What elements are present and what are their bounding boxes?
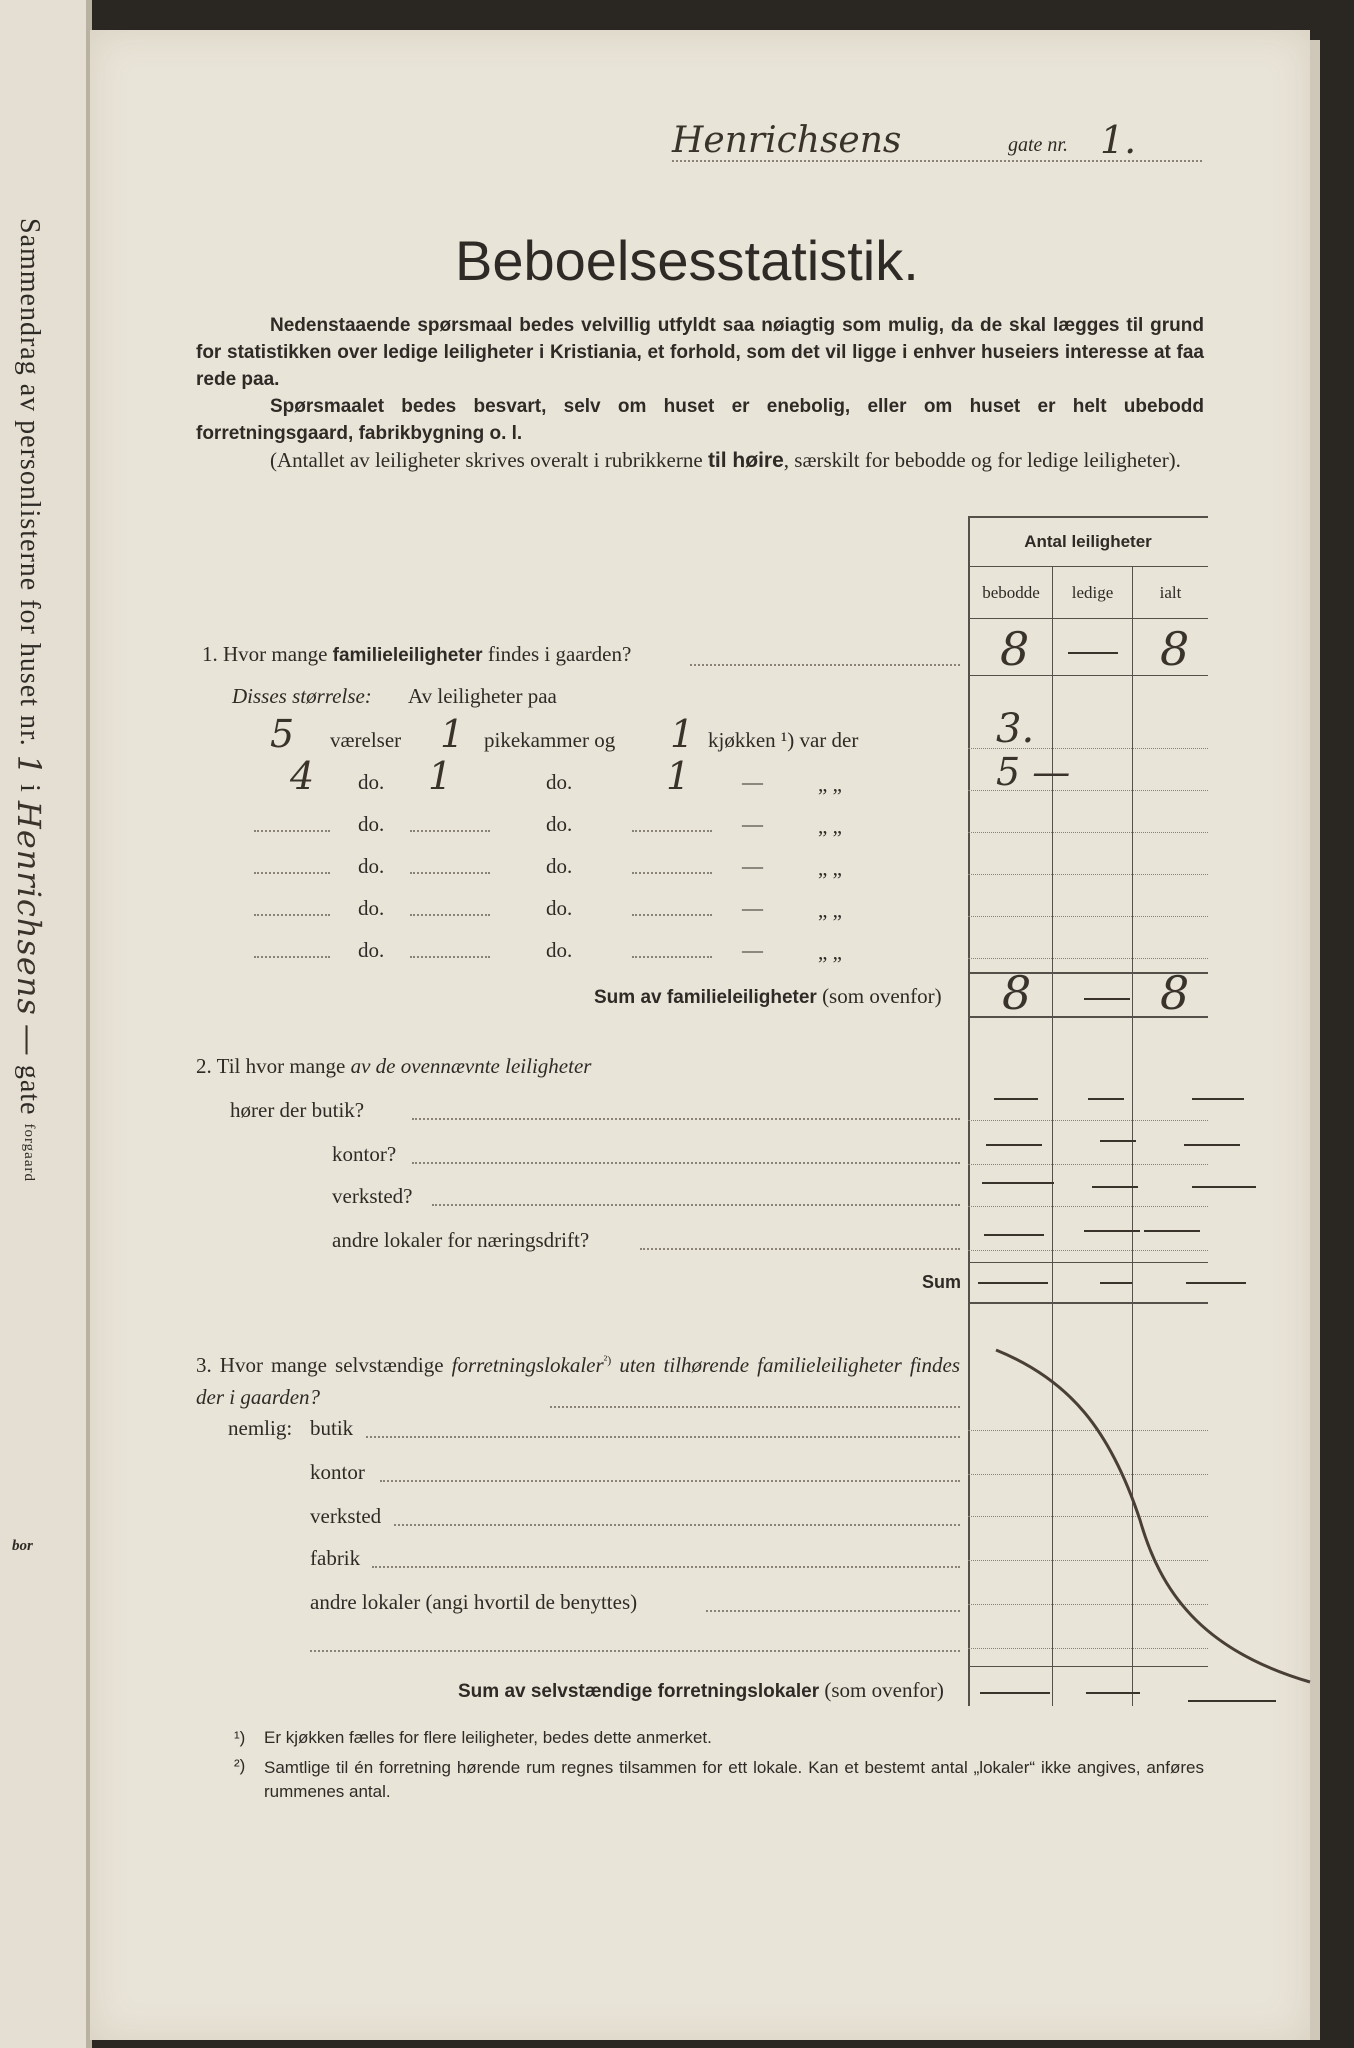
table-row-line [968,1262,1208,1263]
q3-sum-bold: Sum av selvstændige forretningslokaler [458,1681,820,1702]
dotted-leader [550,1406,960,1408]
q2-item-butik: hører der butik? [230,1098,365,1122]
intro-paragraph-3 [196,447,1204,474]
do-label: do. [358,812,385,836]
dash-label: — [742,896,763,920]
dotted-leader [372,1566,960,1568]
line2-kjokken: 1 [666,754,691,798]
q2-item-andre: andre lokaler for næringsdrift? [332,1228,590,1252]
dotted-leader [432,1204,960,1206]
dash-label: — [742,854,763,878]
intro-paragraph-1: Nedenstaaende spørsmaal bedes velvillig utfyldt saa nøiagtig som mulig, da de skal lægges til grund for statistikken over ledige leiligheter i Kristiania, et forhold, som det vil ligge i enhver huseiers interesse at faa rede paa. [196,315,1204,390]
do-label: do. [546,896,573,920]
q1-sum-bebodde: 8 [1002,966,1032,1020]
dotted-leader [410,830,490,832]
intro-p3-b: til høire [707,449,784,472]
q3-label-it: forretningslokaler [451,1353,604,1377]
q3-dash-mark [980,1692,1050,1694]
q2-dash-mark [994,1098,1038,1100]
line2-do2: do. [546,770,573,794]
do-label: do. [358,854,385,878]
intro-p3-a: (Antallet av leiligheter skrives overalt i rubrikkerne [270,448,708,472]
sidebar-forgaard: forgaard [21,1123,37,1182]
line2-answer: 5 — [996,750,1071,794]
q3-label-it2: uten tilhørende familieleiligheter findes der i gaarden? [196,1353,960,1409]
line1-kjokken: 1 [670,712,695,756]
q3-label [196,1344,960,1413]
q2-dash-mark [982,1182,1054,1184]
line1-vaerelser: værelser [330,728,402,752]
sidebar-text-1: Sammendrag av personlisterne for huset nr. [14,218,45,747]
do-label: do. [358,896,385,920]
q2-item-verksted: verksted? [332,1184,413,1208]
sidebar-vertical-text [8,218,48,1418]
line1-pike: 1 [440,712,465,756]
table-row-line [968,832,1208,833]
table-row-line [968,1302,1208,1304]
q2-dash-mark [986,1144,1042,1146]
q1-label-bold: familieleiligheter [332,645,483,666]
q3-item-andre: andre lokaler (angi hvortil de benyttes) [310,1590,638,1614]
do-label: do. [546,812,573,836]
dash-label: — [742,812,763,836]
dotted-leader [410,914,490,916]
q1-answer-bebodde: 8 [1000,622,1030,676]
q2-label-a: 2. Til hvor mange [196,1054,351,1078]
table-row-line [968,874,1208,875]
quote-label: „ „ [818,856,842,880]
table-row-line [968,1206,1208,1207]
q2-sum: Sum [922,1272,962,1292]
dotted-leader [254,914,330,916]
q2-item-kontor: kontor? [332,1142,397,1166]
q2-dash-mark [978,1282,1048,1284]
q1-sum-rest: (som ovenfor) [816,984,942,1008]
col-ialt: ialt [1159,583,1182,602]
intro-text [196,312,1204,474]
quote-label: „ „ [818,814,842,838]
footnote-1: Er kjøkken fælles for flere leiligheter, bedes dette anmerket. [264,1728,712,1747]
q3-dash-mark [1188,1700,1276,1702]
dotted-leader [410,872,490,874]
line1-pikekammer: pikekammer og [484,728,616,752]
gate-label: gate nr. [1008,134,1068,156]
dotted-leader [632,830,712,832]
dotted-leader [380,1480,960,1482]
q3-label-a: 3. Hvor mange selvstændige [196,1353,452,1377]
footnote-2-mark: ²) [234,1756,246,1775]
table-row-line [968,1250,1208,1251]
q3-item-fabrik: fabrik [310,1546,361,1570]
q2-dash-mark [1088,1098,1124,1100]
q2-dash-mark [1192,1186,1256,1188]
q3-sum-rest: (som ovenfor) [819,1678,944,1702]
footnote-2: Samtlige til én forretning hørende rum regnes tilsammen for ett lokale. Kan et bestemt antal „lokaler“ ikke angives, anføres rummenes antal. [264,1758,1204,1801]
page-edge [1310,40,1320,2040]
q3-strike-curve [960,1330,1320,1700]
q2-dash-mark [1192,1098,1244,1100]
dash-label: — [742,938,763,962]
q1-answer-ialt: 8 [1160,622,1190,676]
q2-dash-mark [984,1234,1044,1236]
do-label: do. [358,938,385,962]
table-row-line [968,1164,1208,1165]
q1-label-rest: findes i gaarden? [482,642,632,666]
sidebar-text-3: gate [14,1064,45,1116]
q1-sum-ledige [1084,998,1130,1000]
header-dotted-line [672,160,1202,162]
q1-sum [594,984,942,1009]
sidebar-hand-nr: 1 [10,754,48,777]
dotted-leader [254,830,330,832]
line1-kjokken-label: kjøkken ¹) var der [708,728,859,752]
q1-sum-bold: Sum av familieleiligheter [594,987,817,1008]
line2-rooms: 4 [290,754,315,798]
q2-label [196,1054,591,1079]
line1-answer: 3. [996,706,1035,752]
q1-answer-ledige [1068,652,1118,654]
dotted-leader [394,1524,960,1526]
line2-quote: „ „ [818,772,842,796]
dotted-leader [632,872,712,874]
sidebar-bor: bor [12,1538,33,1554]
q3-item-butik: butik [310,1416,354,1440]
street-name-handwritten: Henrichsens [672,120,902,161]
sidebar-text-2: i [14,784,45,793]
q1-label [202,642,631,667]
sidebar-hand-street: Henrichsens [10,800,48,1016]
q2-dash-mark [1144,1230,1200,1232]
line2-dash: — [742,770,763,794]
house-number-handwritten: 1. [1100,118,1137,162]
quote-label: „ „ [818,940,842,964]
table-header-divider [968,566,1208,567]
q2-dash-mark [1100,1140,1136,1142]
dotted-leader [412,1118,960,1120]
col-ledige: ledige [1071,583,1114,602]
do-label: do. [546,854,573,878]
dotted-leader [310,1650,960,1652]
dotted-leader [632,914,712,916]
dotted-leader [632,956,712,958]
q3-dash-mark [1086,1692,1140,1694]
q1-sizes-label-rest: Av leiligheter paa [408,684,557,708]
intro-paragraph-2: Spørsmaalet bedes besvart, selv om huset er enebolig, eller om huset er helt ubebodd forretningsgaard, fabrikbygning o. l. [196,396,1204,444]
line2-pike: 1 [428,754,453,798]
q3-label-sup: ²) [603,1353,612,1367]
dotted-leader [690,664,960,666]
dotted-leader [254,872,330,874]
q3-item-kontor: kontor [310,1460,365,1484]
q3-item-verksted: verksted [310,1504,382,1528]
q1-sizes-label: Disses størrelse: [232,684,372,708]
q1-sum-ialt: 8 [1160,966,1190,1020]
dotted-leader [412,1162,960,1164]
quote-label: „ „ [818,898,842,922]
q2-dash-mark [1084,1230,1140,1232]
q1-label-a: 1. Hvor mange [202,642,333,666]
q2-dash-mark [1092,1186,1138,1188]
dotted-leader [366,1436,960,1438]
q2-dash-mark [1184,1144,1240,1146]
line2-do1: do. [358,770,385,794]
table-row-line [968,916,1208,917]
footnote-1-mark: ¹) [234,1728,246,1747]
table-header: Antal leiligheter [1024,532,1152,551]
table-top-border [968,516,1208,518]
table-colhead-bottom [968,618,1208,619]
col-bebodde: bebodde [982,583,1040,602]
dotted-leader [640,1248,960,1250]
table-row-line [968,958,1208,959]
dotted-leader [706,1610,960,1612]
q2-dash-mark [1100,1282,1132,1284]
q3-sum [458,1678,944,1703]
dotted-leader [410,956,490,958]
q2-dash-mark [1186,1282,1246,1284]
table-row-line [968,1120,1208,1121]
dotted-leader [254,956,330,958]
q3-nemlig: nemlig: [228,1416,293,1440]
line1-rooms: 5 [270,712,295,756]
do-label: do. [546,938,573,962]
sidebar-hand-dash: — [10,1023,48,1057]
intro-p3-c: , særskilt for bebodde og for ledige leiligheter). [783,448,1181,472]
page-title: Beboelsesstatistik. [455,229,919,292]
q2-label-it: av de ovennævnte leiligheter [350,1054,592,1078]
